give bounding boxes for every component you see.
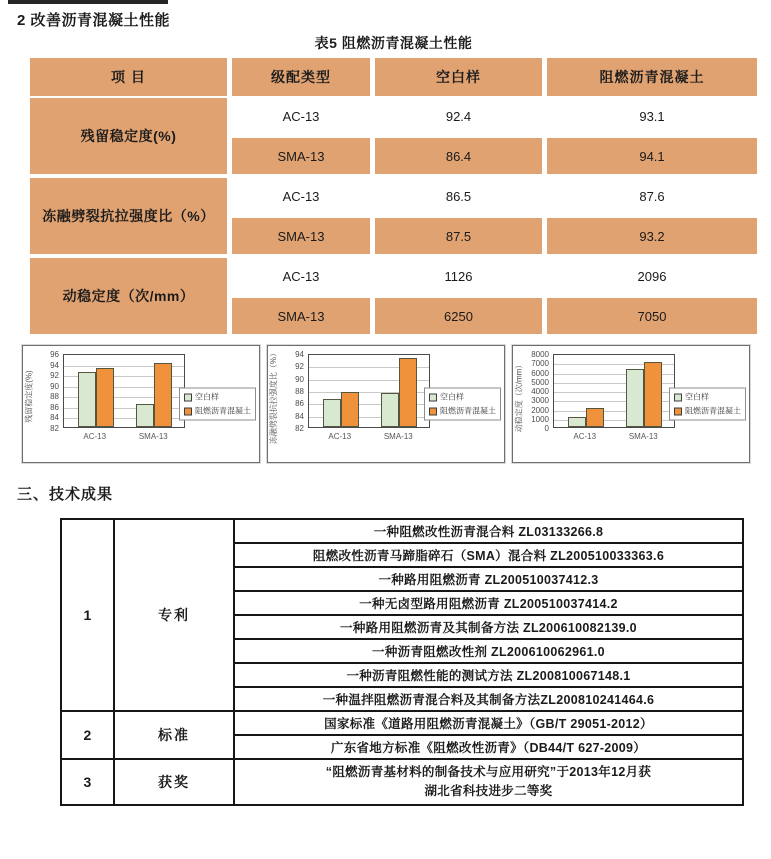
- tech-achievements-table: [60, 518, 744, 806]
- legend-swatch: [674, 407, 682, 415]
- chart-legend: [669, 388, 746, 421]
- flame-value-cell: 93.2: [547, 218, 757, 254]
- bar-flame: [399, 358, 417, 427]
- y-tick-label: 86: [50, 402, 59, 412]
- award-line-1: “阻燃沥青基材料的制备技术与应用研究”于2013年12月获: [325, 764, 652, 779]
- y-tick-label: 94: [50, 360, 59, 370]
- table5-caption: 表5 阻燃沥青混凝土性能: [314, 35, 473, 51]
- y-tick-label: 6000: [531, 368, 549, 378]
- legend-label: 空白样: [440, 392, 464, 402]
- group-category: 标准: [114, 711, 234, 759]
- legend-entry: [184, 406, 251, 417]
- bar-flame: [586, 408, 604, 427]
- performance-table: [30, 58, 757, 334]
- col-header-blank: 空白样: [375, 58, 542, 96]
- legend-swatch: [429, 393, 437, 401]
- y-tick-label: 84: [295, 411, 304, 421]
- y-tick-label: 96: [50, 350, 59, 359]
- chart-dynamic-stability: [512, 345, 750, 463]
- patent-item: 一种沥青阻燃改性剂 ZL200610062961.0: [234, 639, 743, 663]
- y-axis-label-text: 残留稳定度(%): [24, 369, 34, 423]
- charts-row: [22, 345, 750, 463]
- x-category-label: SMA-13: [628, 432, 658, 441]
- y-tick-label: 8000: [531, 350, 549, 359]
- bar-flame: [644, 362, 662, 427]
- y-tick-label: 2000: [531, 405, 549, 415]
- y-tick-label: 92: [50, 371, 59, 381]
- bar-blank: [626, 369, 644, 427]
- group-number: 1: [61, 519, 114, 711]
- legend-entry: [429, 406, 496, 417]
- patent-item: 一种阻燃改性沥青混合料 ZL03133266.8: [234, 519, 743, 543]
- x-category-label: SMA-13: [138, 432, 168, 441]
- legend-swatch: [184, 393, 192, 401]
- bar-flame: [341, 392, 359, 427]
- col-header-flame: 阻燃沥青混凝土: [547, 58, 757, 96]
- blank-value-cell: 92.4: [445, 108, 472, 124]
- bar-blank: [78, 372, 96, 427]
- patent-item: 一种无卤型路用阻燃沥青 ZL200510037414.2: [234, 591, 743, 615]
- legend-entry: [674, 392, 741, 403]
- flame-value-cell: 93.1: [639, 108, 665, 124]
- x-category-label: AC-13: [573, 432, 597, 441]
- patent-item: 一种温拌阻燃沥青混合料及其制备方法ZL200810241464.6: [234, 687, 743, 711]
- y-axis-label-text: 冻融劈裂抗拉强度比（%）: [269, 348, 279, 444]
- group-category: 获奖: [114, 759, 234, 805]
- bar-blank: [568, 417, 586, 427]
- legend-swatch: [674, 393, 682, 401]
- bar-blank: [381, 393, 399, 427]
- chart-freeze-thaw-ratio: [267, 345, 505, 463]
- award-item: [234, 759, 743, 805]
- table-row: [61, 519, 743, 543]
- y-axis-label-text: 动稳定度（次/mm）: [514, 360, 524, 432]
- y-tick-label: 1000: [531, 414, 549, 424]
- legend-label: 阻燃沥青混凝土: [685, 406, 741, 416]
- y-tick-label: 82: [50, 424, 59, 433]
- page-title: 2 改善沥青混凝土性能: [17, 12, 171, 29]
- y-tick-label: 0: [544, 424, 549, 433]
- bar-blank: [136, 404, 154, 427]
- plot-area: [308, 354, 430, 428]
- row-item-label: 冻融劈裂抗拉强度比（%）: [30, 178, 227, 254]
- legend-label: 阻燃沥青混凝土: [440, 406, 496, 416]
- x-category-label: AC-13: [328, 432, 352, 441]
- group-number: 3: [61, 759, 114, 805]
- gradation-cell: SMA-13: [232, 218, 370, 254]
- legend-entry: [429, 392, 496, 403]
- patent-item: 一种路用阻燃沥青 ZL200510037412.3: [234, 567, 743, 591]
- chart-residual-stability: [22, 345, 260, 463]
- row-item-label: 动稳定度（次/mm）: [30, 258, 227, 334]
- legend-label: 空白样: [195, 392, 219, 402]
- award-line-2: 湖北省科技进步二等奖: [424, 784, 553, 798]
- standard-item: 广东省地方标准《阻燃改性沥青》（DB44/T 627-2009）: [234, 735, 743, 759]
- y-tick-label: 5000: [531, 377, 549, 387]
- blank-value-cell: 87.5: [375, 218, 542, 254]
- patent-item: 一种沥青阻燃性能的测试方法 ZL200810067148.1: [234, 663, 743, 687]
- x-category-label: SMA-13: [383, 432, 413, 441]
- col-header-gradation: 级配类型: [232, 58, 370, 96]
- x-category-label: AC-13: [83, 432, 107, 441]
- flame-value-cell: 87.6: [639, 188, 665, 204]
- legend-swatch: [184, 407, 192, 415]
- flame-value-cell: 7050: [547, 298, 757, 334]
- bar-flame: [154, 363, 172, 427]
- chart-legend: [424, 388, 501, 421]
- gradation-cell: AC-13: [282, 188, 320, 204]
- gradation-cell: AC-13: [282, 108, 320, 124]
- patent-item: 一种路用阻燃沥青及其制备方法 ZL200610082139.0: [234, 615, 743, 639]
- row-item-label: 残留稳定度(%): [30, 98, 227, 174]
- bar-flame: [96, 368, 114, 427]
- legend-label: 阻燃沥青混凝土: [195, 406, 251, 416]
- y-tick-label: 86: [295, 399, 304, 409]
- blank-value-cell: 1126: [444, 268, 473, 284]
- blank-value-cell: 86.5: [445, 188, 472, 204]
- y-tick-label: 4000: [531, 387, 549, 396]
- gradation-cell: SMA-13: [232, 138, 370, 174]
- patent-item: 阻燃改性沥青马蹄脂碎石（SMA）混合料 ZL200510033363.6: [234, 543, 743, 567]
- standard-item: 国家标准《道路用阻燃沥青混凝土》（GB/T 29051-2012）: [234, 711, 743, 735]
- legend-label: 空白样: [685, 392, 709, 402]
- y-tick-label: 92: [295, 362, 304, 372]
- table-row: [61, 759, 743, 805]
- flame-value-cell: 2096: [637, 268, 667, 284]
- flame-value-cell: 94.1: [547, 138, 757, 174]
- y-tick-label: 7000: [531, 359, 549, 369]
- plot-area: [553, 354, 675, 428]
- y-tick-label: 88: [295, 387, 304, 396]
- legend-swatch: [429, 407, 437, 415]
- bar-blank: [323, 399, 341, 427]
- y-tick-label: 82: [295, 424, 304, 433]
- table-row: [61, 711, 743, 735]
- y-tick-label: 90: [295, 374, 304, 384]
- legend-entry: [184, 392, 251, 403]
- blank-value-cell: 6250: [375, 298, 542, 334]
- gradation-cell: AC-13: [282, 268, 320, 284]
- plot-area: [63, 354, 185, 428]
- y-tick-label: 3000: [531, 396, 549, 406]
- gradation-cell: SMA-13: [232, 298, 370, 334]
- col-header-item: 项 目: [30, 58, 227, 96]
- blank-value-cell: 86.4: [375, 138, 542, 174]
- section-title: 三、技术成果: [17, 486, 114, 503]
- chart-legend: [179, 388, 256, 421]
- y-tick-label: 88: [50, 392, 59, 402]
- cropped-text-artifact: [8, 0, 168, 4]
- legend-entry: [674, 406, 741, 417]
- y-tick-label: 84: [50, 413, 59, 423]
- group-category: 专利: [114, 519, 234, 711]
- y-tick-label: 94: [295, 350, 304, 359]
- group-number: 2: [61, 711, 114, 759]
- y-tick-label: 90: [50, 381, 59, 391]
